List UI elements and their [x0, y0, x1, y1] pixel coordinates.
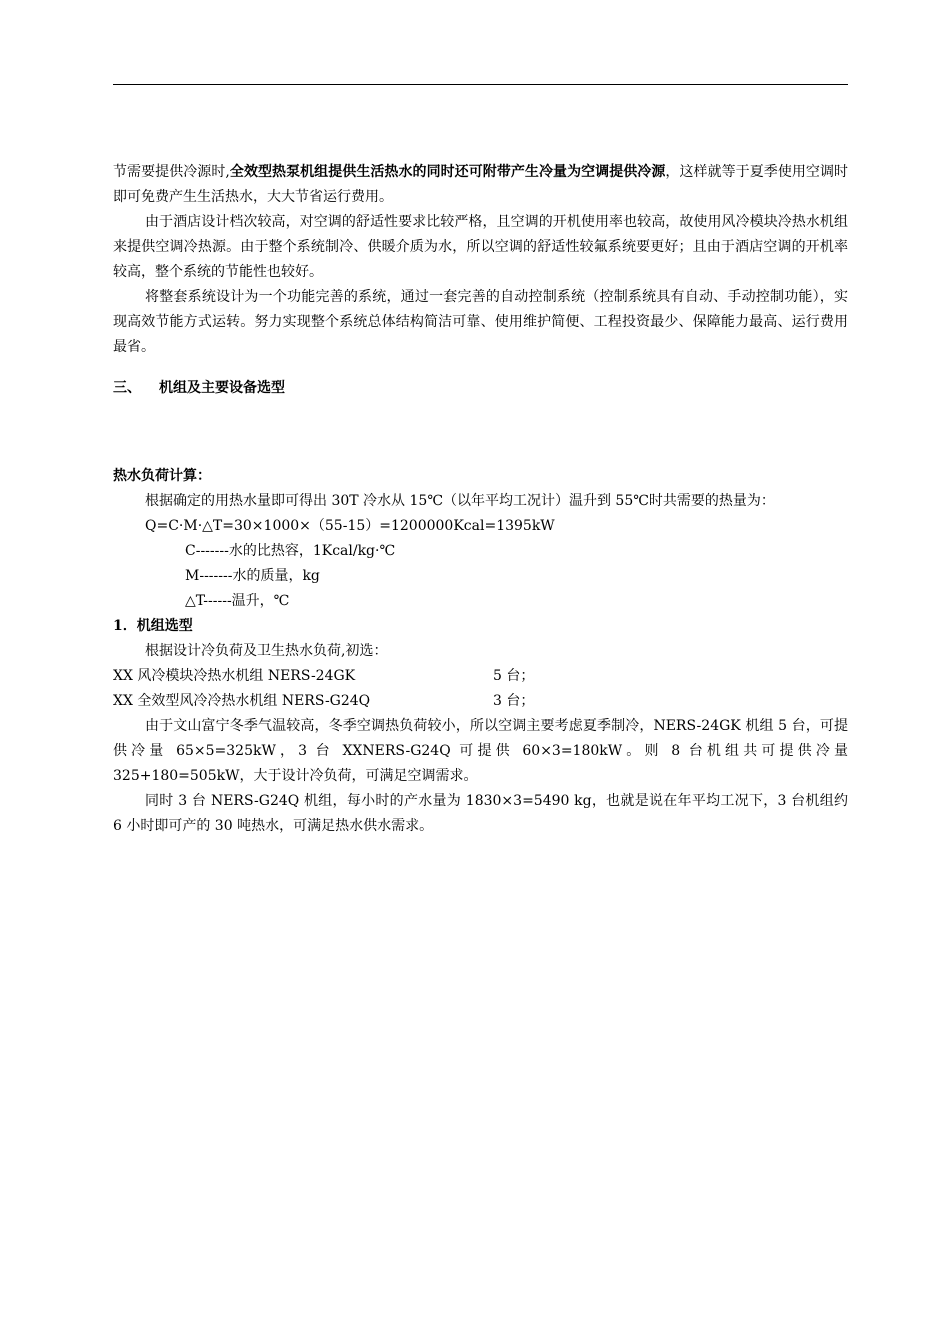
paragraph-system-design: 将整套系统设计为一个功能完善的系统，通过一套完善的自动控制系统（控制系统具有自动、手动控制功能），实现高效节能方式运转。努力实现整个系统总体结构简洁可靠、使用维护简便、工程投资最少、保障能力最高、运行费用最省。: [113, 289, 848, 355]
definition-c: C-------水的比热容，1Kcal/kg·℃: [185, 543, 396, 559]
header-rule: [113, 84, 848, 85]
equipment-qty: 3 台；: [493, 693, 535, 709]
heat-formula: Q=C·M·△T=30×1000×（55-15）=1200000Kcal=1395kW: [145, 518, 555, 534]
hot-water-intro: 根据确定的用热水量即可得出 30T 冷水从 15℃（以年平均工况计）温升到 55℃时共需要的热量为：: [145, 493, 775, 509]
paragraph-heat-pump: [113, 160, 848, 210]
section-number: 三、: [113, 380, 141, 396]
para1-text-post: ，这样就等于夏季使用空调时即可免费产生生活热水，大大节省运行费用。: [113, 164, 849, 205]
para1-text-pre: 节需要提供冷源时,: [113, 164, 230, 180]
hot-water-heading: 热水负荷计算：: [113, 468, 211, 484]
definition-m: M-------水的质量，kg: [185, 568, 320, 584]
equipment-row: [113, 664, 848, 689]
equipment-qty: 5 台；: [493, 668, 535, 684]
equipment-name: XX 全效型风冷冷热水机组 NERS-G24Q: [113, 693, 371, 709]
document-body: [113, 160, 848, 839]
section-title: 机组及主要设备选型: [159, 380, 285, 396]
paragraph-hotel-ac: 由于酒店设计档次较高，对空调的舒适性要求比较严格，且空调的开机使用率也较高，故使用风冷模块冷热水机组来提供空调冷热源。由于整个系统制冷、供暖介质为水，所以空调的舒适性较氟系统要更好；且由于酒店空调的开机率较高，整个系统的节能性也较好。: [113, 214, 848, 280]
paragraph-cooling-capacity: 由于文山富宁冬季气温较高，冬季空调热负荷较小，所以空调主要考虑夏季制冷，NERS-24GK 机组 5 台，可提供冷量 65×5=325kW，3 台 XXNERS-G24Q 可提供 60×3=180kW。则 8 台机组共可提供冷量 325+180=505kW，大于设计冷负荷，可满足空调需求。: [113, 718, 848, 784]
equipment-row: [113, 689, 848, 714]
definition-delta-t: △T------温升，℃: [185, 593, 290, 609]
section-heading-3: [113, 376, 848, 401]
para1-text-bold: 全效型热泵机组提供生活热水的同时还可附带产生冷量为空调提供冷源: [229, 164, 666, 180]
paragraph-hot-water-output: 同时 3 台 NERS-G24Q 机组，每小时的产水量为 1830×3=5490 kg，也就是说在年平均工况下，3 台机组约 6 小时即可产的 30 吨热水，可满足热水供水需求。: [113, 793, 848, 834]
equipment-name: XX 风冷模块冷热水机组 NERS-24GK: [113, 668, 356, 684]
unit-selection-intro: 根据设计冷负荷及卫生热水负荷,初选：: [145, 643, 388, 659]
unit-selection-heading: 1．机组选型: [113, 618, 193, 634]
